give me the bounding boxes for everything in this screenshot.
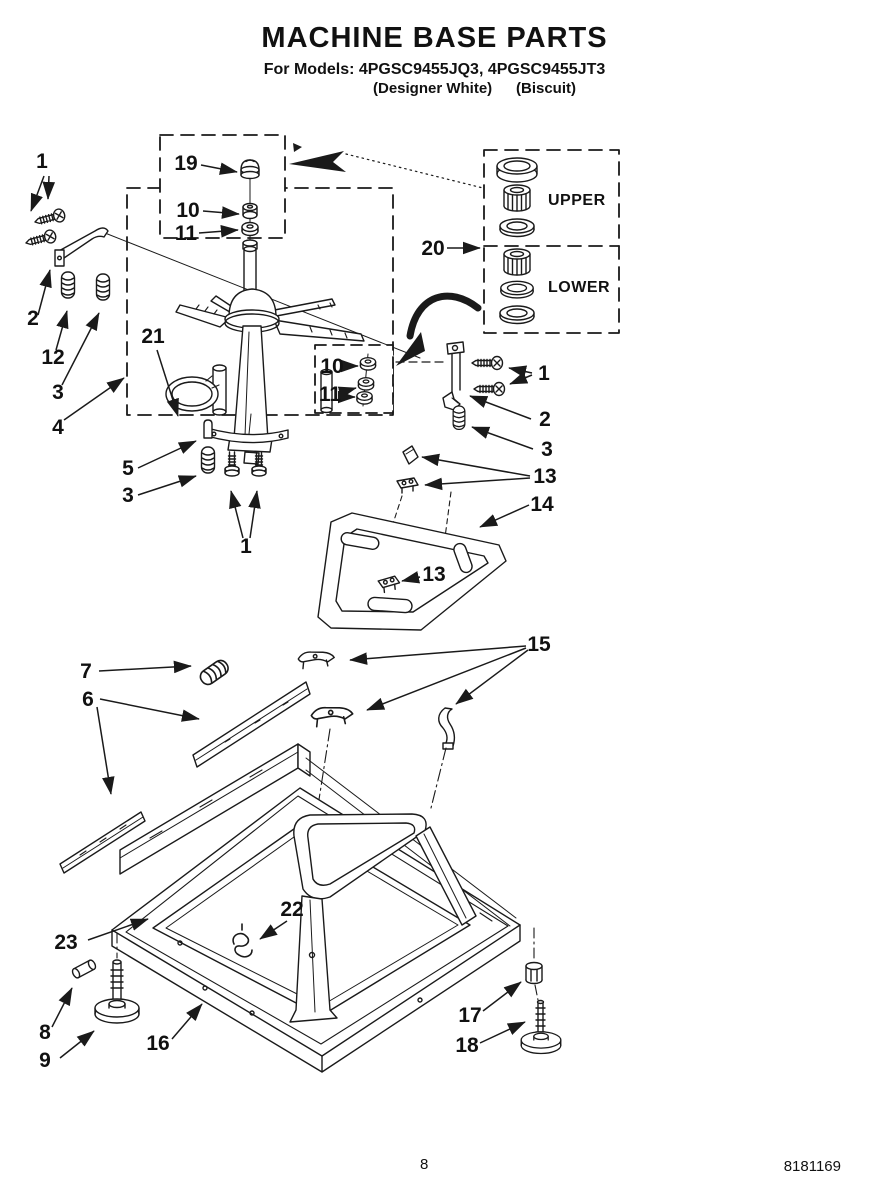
stud-bolt-1b-left bbox=[225, 452, 239, 476]
washer-11a bbox=[242, 223, 258, 236]
callout-5: 5 bbox=[122, 457, 134, 480]
callout-10b: 10 bbox=[320, 355, 344, 378]
tub-clip-15a bbox=[298, 650, 335, 669]
suspension-brace-14 bbox=[318, 513, 506, 630]
callout-2b: 2 bbox=[539, 408, 551, 431]
page-number: 8 bbox=[420, 1156, 429, 1173]
mounting-screw-left-1 bbox=[33, 208, 66, 228]
callout-6: 6 bbox=[82, 688, 94, 711]
bracket-screw-1c-top bbox=[472, 357, 503, 370]
seal-kit-parts bbox=[497, 158, 537, 324]
callout-1c: 1 bbox=[538, 362, 550, 385]
callout-22: 22 bbox=[280, 898, 304, 921]
suspension-bracket-right bbox=[443, 342, 464, 410]
clip-15c-dashdot bbox=[431, 748, 446, 808]
callout-8: 8 bbox=[39, 1021, 51, 1044]
page-title: MACHINE BASE PARTS bbox=[261, 22, 608, 54]
callout-1b: 1 bbox=[240, 535, 252, 558]
mounting-screw-left-2 bbox=[24, 229, 57, 249]
detail-arrow-curved bbox=[396, 296, 478, 366]
finish-designer-white: (Designer White) bbox=[373, 80, 493, 97]
callout-11b: 11 bbox=[318, 383, 342, 406]
callout-1a: 1 bbox=[36, 150, 48, 173]
foot-spacer-8 bbox=[71, 959, 97, 979]
callout-13b: 13 bbox=[422, 563, 446, 586]
reference-dotted-sealkit bbox=[346, 154, 483, 188]
pad-clip-13a bbox=[403, 446, 418, 464]
callout-10a: 10 bbox=[176, 199, 200, 222]
finish-biscuit: (Biscuit) bbox=[516, 80, 576, 97]
leg-18-dashdot-mid bbox=[535, 985, 538, 1000]
leveling-nut-17 bbox=[526, 963, 542, 984]
callout-3b: 3 bbox=[122, 484, 134, 507]
callout-20: 20 bbox=[421, 237, 445, 260]
callout-2a: 2 bbox=[27, 307, 39, 330]
seal-kit-lower-label: LOWER bbox=[548, 279, 611, 296]
damper-spring-3a bbox=[97, 274, 110, 300]
damper-spring-3c bbox=[453, 406, 465, 429]
document-number: 8181169 bbox=[783, 1158, 841, 1175]
callout-12: 12 bbox=[41, 346, 65, 369]
damper-spring-12 bbox=[62, 272, 75, 298]
clip-15b-dashdot bbox=[318, 729, 330, 806]
tub-clip-15c bbox=[439, 708, 455, 749]
callout-23: 23 bbox=[54, 931, 78, 954]
callout-13a: 13 bbox=[533, 465, 557, 488]
leveling-leg-18 bbox=[521, 1001, 561, 1054]
callout-14: 14 bbox=[530, 493, 554, 516]
models-line: For Models: 4PGSC9455JQ3, 4PGSC9455JT3 bbox=[263, 61, 606, 78]
mounting-bracket-left bbox=[55, 228, 108, 266]
callout-11a: 11 bbox=[174, 222, 198, 245]
tub-clip-15b bbox=[311, 706, 354, 727]
thrust-ring-21 bbox=[166, 376, 219, 411]
damper-spring-3b bbox=[202, 447, 215, 473]
callout-19: 19 bbox=[174, 152, 198, 175]
agitator-cap-19 bbox=[241, 160, 259, 179]
pad-clip-13b bbox=[397, 478, 418, 493]
callout-3a: 3 bbox=[52, 381, 64, 404]
leveling-foot-9 bbox=[95, 960, 139, 1023]
callout-15: 15 bbox=[527, 633, 551, 656]
callout-3c: 3 bbox=[541, 438, 553, 461]
callout-4: 4 bbox=[52, 416, 64, 439]
callout-17: 17 bbox=[458, 1004, 482, 1027]
seal-kit-upper-label: UPPER bbox=[548, 192, 606, 209]
centering-spring-7 bbox=[198, 658, 231, 687]
bracket-screw-1c-bottom bbox=[474, 383, 505, 396]
callout-9: 9 bbox=[39, 1049, 51, 1072]
callout-21: 21 bbox=[141, 325, 165, 348]
callout-18: 18 bbox=[455, 1034, 479, 1057]
callout-16: 16 bbox=[146, 1032, 170, 1055]
detail-arrow-top bbox=[289, 143, 346, 172]
callout-7: 7 bbox=[80, 660, 92, 683]
